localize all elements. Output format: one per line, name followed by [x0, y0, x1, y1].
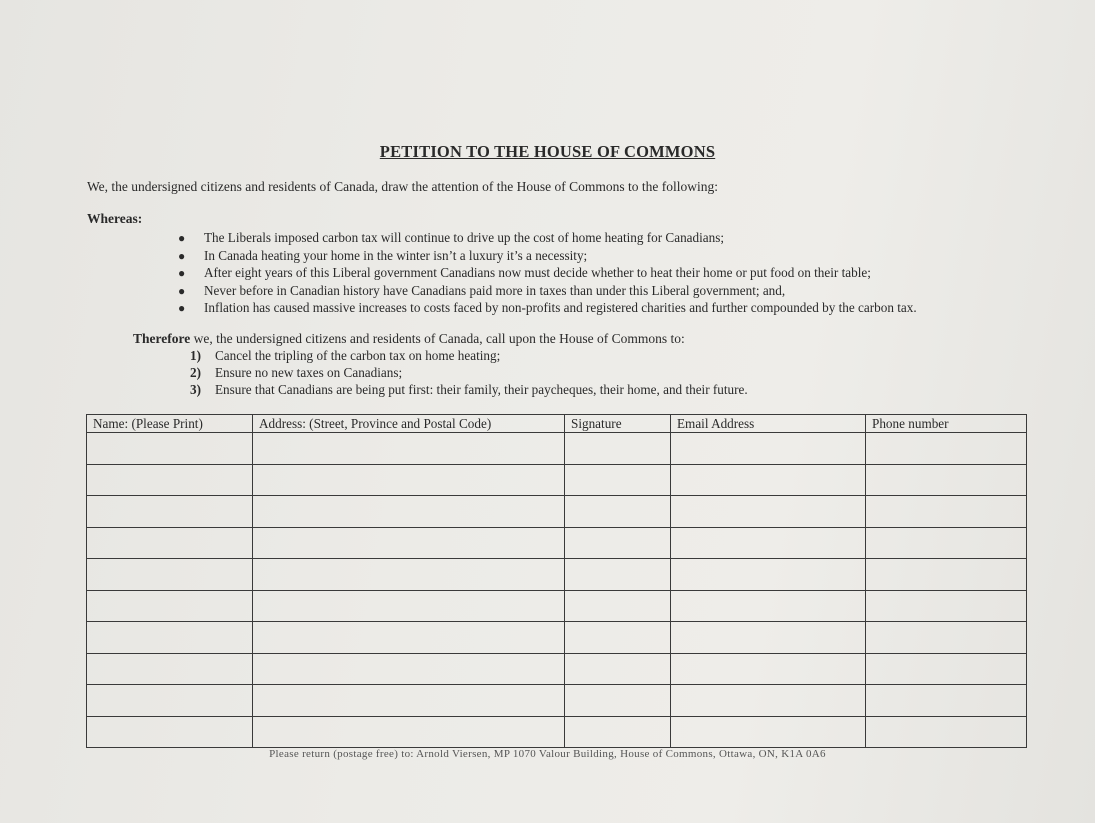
request-number: 3) — [190, 382, 201, 397]
cell-email[interactable] — [671, 496, 866, 528]
table-row — [87, 716, 1027, 748]
table-row — [87, 559, 1027, 591]
cell-address[interactable] — [253, 559, 565, 591]
cell-name[interactable] — [87, 464, 253, 496]
table-row — [87, 527, 1027, 559]
cell-email[interactable] — [671, 433, 866, 465]
whereas-item-text: In Canada heating your home in the winter isn’t a luxury it’s a necessity; — [204, 247, 588, 263]
whereas-item — [178, 299, 917, 317]
cell-email[interactable] — [671, 653, 866, 685]
request-number: 1) — [190, 348, 201, 363]
whereas-item-text: Inflation has caused massive increases to costs faced by non-profits and registered charities and further compounded by the carbon tax. — [204, 300, 917, 316]
table-row — [87, 433, 1027, 465]
whereas-item — [178, 264, 917, 282]
page-title: PETITION TO THE HOUSE OF COMMONS — [379, 142, 716, 161]
cell-name[interactable] — [87, 433, 253, 465]
request-item — [190, 347, 748, 364]
column-header-signature: Signature — [565, 415, 671, 433]
cell-phone[interactable] — [866, 685, 1027, 717]
request-text: Ensure no new taxes on Canadians; — [215, 365, 403, 380]
cell-signature[interactable] — [565, 590, 671, 622]
bullet-icon: ● — [178, 248, 186, 263]
cell-signature[interactable] — [565, 653, 671, 685]
bullet-icon: ● — [178, 231, 186, 245]
whereas-label: Whereas: — [87, 211, 143, 226]
cell-email[interactable] — [671, 716, 866, 748]
request-text: Cancel the tripling of the carbon tax on home heating; — [215, 348, 501, 363]
request-text: Ensure that Canadians are being put first: their family, their paycheques, their home, and their future. — [215, 382, 748, 397]
cell-name[interactable] — [87, 685, 253, 717]
cell-signature[interactable] — [565, 622, 671, 654]
bullet-icon: ● — [178, 266, 186, 281]
table-body — [87, 433, 1027, 748]
cell-signature[interactable] — [565, 527, 671, 559]
cell-name[interactable] — [87, 622, 253, 654]
cell-signature[interactable] — [565, 464, 671, 496]
cell-phone[interactable] — [866, 559, 1027, 591]
cell-name[interactable] — [87, 559, 253, 591]
cell-phone[interactable] — [866, 716, 1027, 748]
table-row — [87, 496, 1027, 528]
cell-address[interactable] — [253, 433, 565, 465]
cell-signature[interactable] — [565, 496, 671, 528]
cell-phone[interactable] — [866, 464, 1027, 496]
cell-name[interactable] — [87, 496, 253, 528]
therefore-text — [133, 331, 685, 347]
bullet-icon: ● — [178, 301, 186, 316]
cell-address[interactable] — [253, 590, 565, 622]
cell-signature[interactable] — [565, 433, 671, 465]
cell-signature[interactable] — [565, 559, 671, 591]
cell-name[interactable] — [87, 653, 253, 685]
cell-name[interactable] — [87, 590, 253, 622]
cell-phone[interactable] — [866, 527, 1027, 559]
cell-address[interactable] — [253, 622, 565, 654]
cell-email[interactable] — [671, 464, 866, 496]
whereas-item-text: The Liberals imposed carbon tax will continue to drive up the cost of home heating for Canadians; — [204, 230, 725, 245]
cell-signature[interactable] — [565, 685, 671, 717]
whereas-item — [178, 282, 917, 300]
column-header-phone: Phone number — [866, 415, 1027, 433]
therefore-rest: we, the undersigned citizens and residents of Canada, call upon the House of Commons to: — [190, 331, 685, 346]
table-row — [87, 590, 1027, 622]
whereas-list — [178, 229, 917, 317]
cell-email[interactable] — [671, 685, 866, 717]
cell-phone[interactable] — [866, 433, 1027, 465]
cell-email[interactable] — [671, 622, 866, 654]
cell-address[interactable] — [253, 685, 565, 717]
whereas-item-text: Never before in Canadian history have Canadians paid more in taxes than under this Liberal government; and, — [204, 282, 786, 298]
whereas-item — [178, 229, 917, 247]
column-header-name: Name: (Please Print) — [87, 415, 253, 433]
therefore-bold: Therefore — [133, 331, 191, 346]
cell-name[interactable] — [87, 716, 253, 748]
cell-email[interactable] — [671, 559, 866, 591]
return-address: Please return (postage free) to: Arnold Viersen, MP 1070 Valour Building, House of Commons, Ottawa, ON, K1A 0A6 — [269, 748, 826, 760]
table-header-row — [87, 415, 1027, 433]
signature-table — [86, 414, 1027, 748]
column-header-address: Address: (Street, Province and Postal Code) — [253, 415, 565, 433]
cell-phone[interactable] — [866, 496, 1027, 528]
cell-name[interactable] — [87, 527, 253, 559]
whereas-item — [178, 247, 917, 265]
cell-address[interactable] — [253, 464, 565, 496]
bullet-icon: ● — [178, 283, 186, 298]
column-header-email: Email Address — [671, 415, 866, 433]
table-row — [87, 464, 1027, 496]
cell-phone[interactable] — [866, 622, 1027, 654]
request-item — [190, 364, 748, 381]
request-item — [190, 381, 748, 398]
request-number: 2) — [190, 365, 201, 380]
table-row — [87, 622, 1027, 654]
cell-email[interactable] — [671, 527, 866, 559]
cell-address[interactable] — [253, 716, 565, 748]
cell-address[interactable] — [253, 496, 565, 528]
whereas-item-text: After eight years of this Liberal government Canadians now must decide whether to heat their home or put food on their table; — [204, 265, 871, 281]
cell-address[interactable] — [253, 653, 565, 685]
requests-list — [190, 347, 748, 398]
table-row — [87, 653, 1027, 685]
cell-phone[interactable] — [866, 653, 1027, 685]
intro-text: We, the undersigned citizens and residents of Canada, draw the attention of the House of Commons to the following: — [87, 179, 719, 194]
cell-signature[interactable] — [565, 716, 671, 748]
cell-phone[interactable] — [866, 590, 1027, 622]
cell-email[interactable] — [671, 590, 866, 622]
table-row — [87, 685, 1027, 717]
cell-address[interactable] — [253, 527, 565, 559]
